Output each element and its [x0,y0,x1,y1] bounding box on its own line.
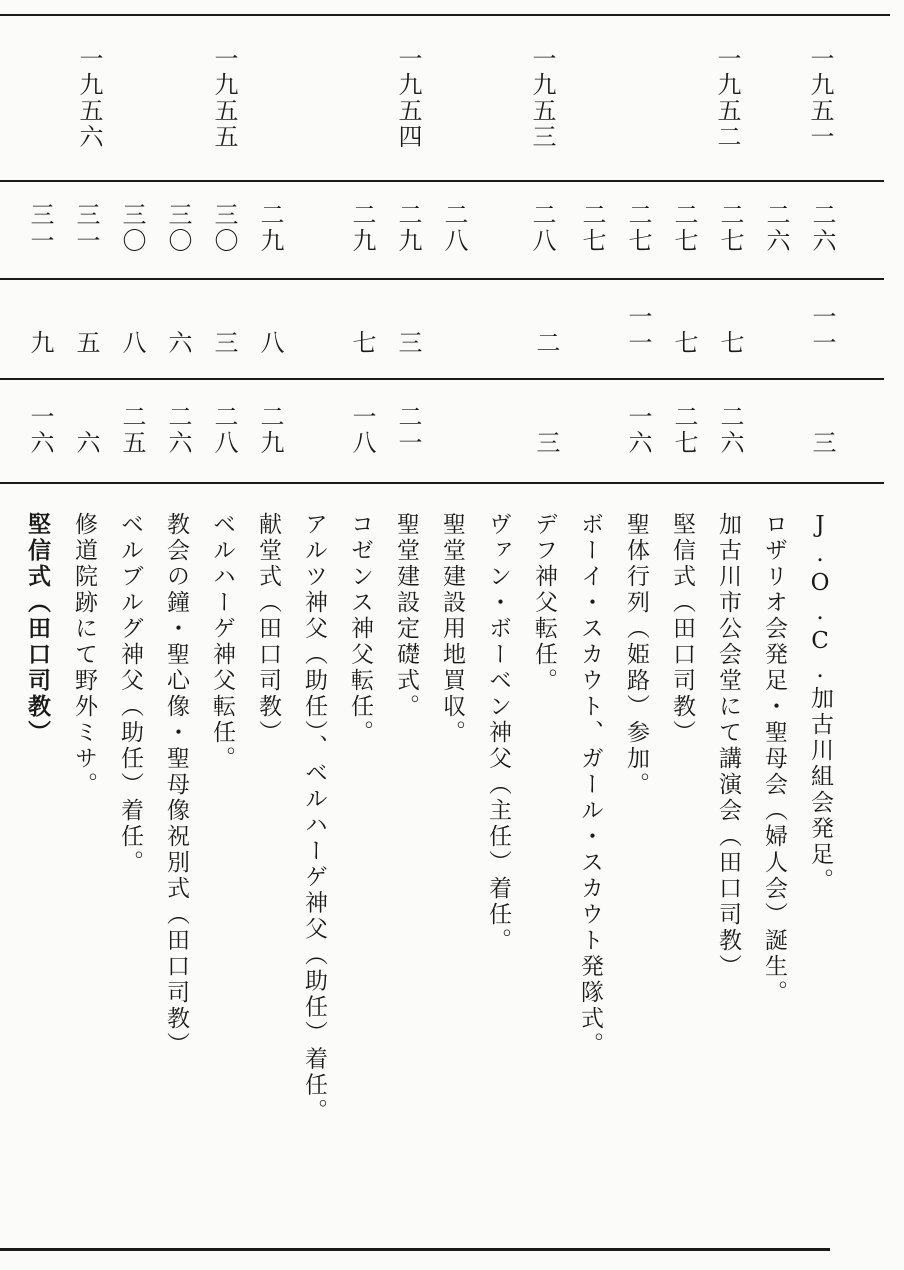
day-cell: 二六 [164,404,192,456]
event-entry: ボーイ・スカウト、ガール・スカウト発隊式。 [577,512,603,1058]
day-cell: 二五 [118,404,146,456]
showa-cell: 三〇 [164,202,192,254]
month-cell: 八 [118,330,146,356]
year-cell: 一九五一 [806,46,834,150]
month-cell: 七 [716,330,744,356]
event-entry: アルツ神父（助任）、ベルハーゲ神父（助任）着任。 [301,512,327,1125]
year-cell: 一九五三 [528,46,556,150]
rule-after-years [0,180,884,182]
day-cell: 一六 [624,404,652,456]
showa-cell: 三一 [72,202,100,254]
showa-cell: 二九 [394,202,422,254]
month-cell: 九 [26,330,54,356]
showa-cell: 二七 [578,202,606,254]
day-cell: 六 [72,430,100,456]
showa-cell: 二八 [528,202,556,254]
year-cell: 一九五四 [394,46,422,150]
day-cell: 一八 [348,404,376,456]
month-cell: 七 [670,330,698,356]
showa-cell: 二六 [808,202,836,254]
event-entry: 加古川市公会堂にて講演会（田口司教） [715,512,741,980]
event-entry: ベルブルグ神父（助任）着任。 [117,512,143,876]
year-cell: 一九五五 [210,46,238,150]
month-cell: 六 [164,330,192,356]
month-cell: 二 [532,330,560,356]
showa-cell: 二七 [716,202,744,254]
event-entry: 修道院跡にて野外ミサ。 [71,512,97,798]
rule-after-showa [0,278,884,280]
showa-cell: 二七 [624,202,652,254]
day-cell: 三 [532,430,560,456]
showa-cell: 二六 [762,202,790,254]
month-cell: 五 [72,330,100,356]
month-cell: 三 [394,330,422,356]
day-cell: 二六 [716,404,744,456]
event-entry: ベルハーゲ神父転任。 [209,512,235,772]
month-cell: 一一 [624,304,652,356]
day-cell: 二八 [210,404,238,456]
event-entry: デフ神父転任。 [531,512,557,694]
event-entry: 聖堂建設定礎式。 [393,512,419,720]
event-entry: 聖体行列（姫路）参加。 [623,512,649,798]
event-entry: 聖堂建設用地買収。 [439,512,465,746]
month-cell: 七 [348,330,376,356]
rule-after-days [0,482,884,484]
event-entry: 堅信式（田口司教） [24,512,51,746]
event-entry: 献堂式（田口司教） [255,512,281,746]
year-cell: 一九五六 [75,46,103,150]
rule-after-months [0,378,884,380]
showa-cell: 二七 [670,202,698,254]
year-cell: 一九五二 [713,46,741,150]
day-cell: 二七 [670,404,698,456]
event-entry: コゼンス神父転任。 [347,512,373,746]
bottom-rule [0,1248,830,1251]
month-cell: 三 [210,330,238,356]
event-entry: 教会の鐘・聖心像・聖母像祝別式（田口司教） [163,512,189,1058]
day-cell: 三 [808,430,836,456]
month-cell: 八 [256,330,284,356]
event-entry: 堅信式（田口司教） [669,512,695,746]
showa-cell: 三〇 [210,202,238,254]
event-entry: ヴァン・ボーベン神父（主任）着任。 [485,512,511,954]
month-cell: 一一 [808,304,836,356]
day-cell: 二九 [256,404,284,456]
showa-cell: 三一 [26,202,54,254]
showa-cell: 二九 [348,202,376,254]
event-entry: ロザリオ会発足・聖母会（婦人会）誕生。 [761,512,787,1006]
showa-cell: 二九 [256,202,284,254]
event-entry: J.O.C.加古川組会発足。 [807,512,833,894]
day-cell: 一六 [26,404,54,456]
showa-cell: 三〇 [118,202,146,254]
day-cell: 二一 [394,404,422,456]
showa-cell: 二八 [440,202,468,254]
top-rule [0,14,890,16]
